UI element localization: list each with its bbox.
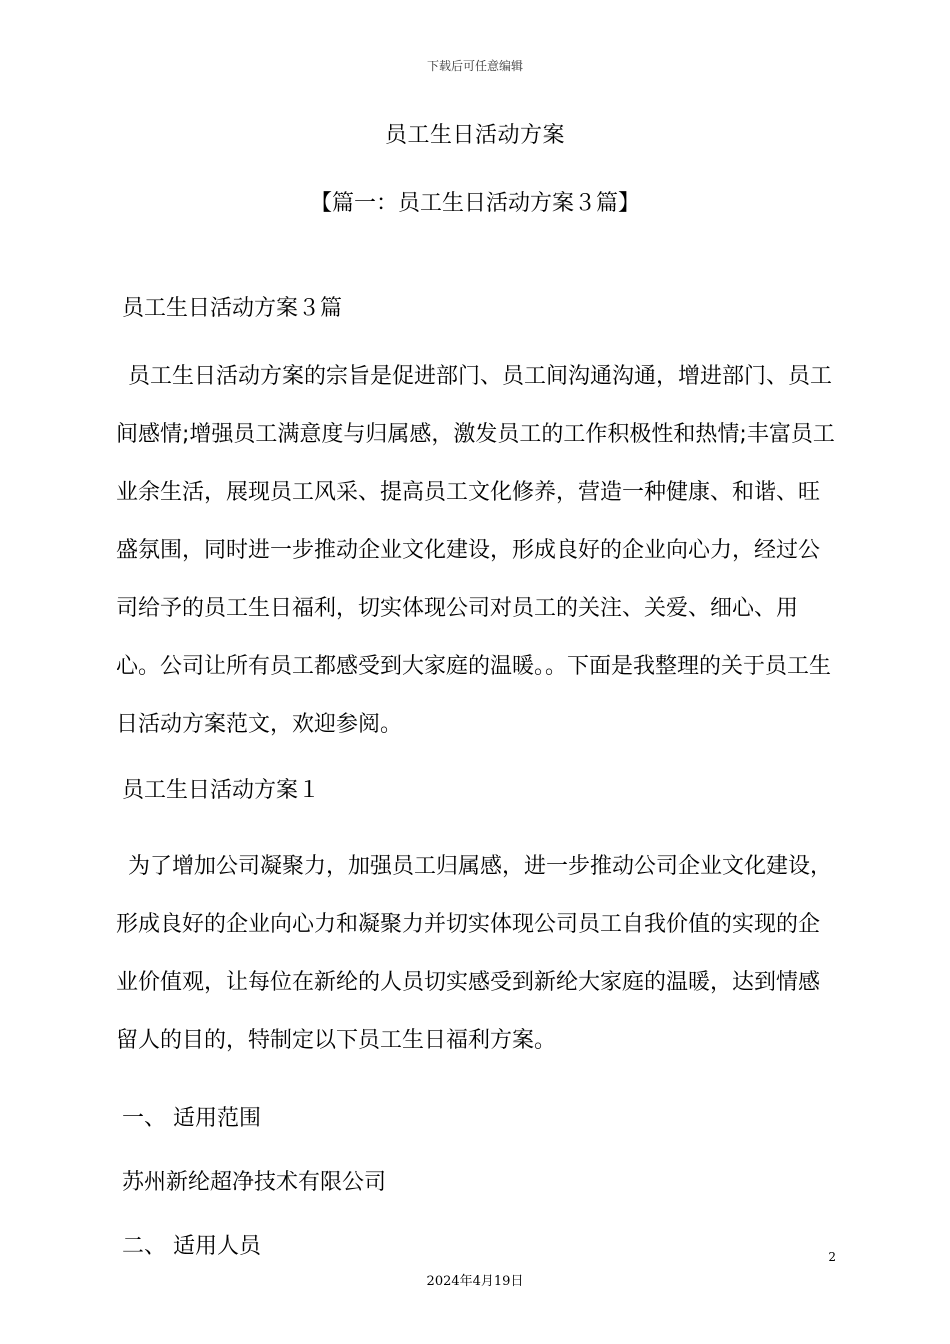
item1-heading: 一、 适用范围 bbox=[122, 1106, 261, 1131]
header-note: 下载后可任意编辑 bbox=[426, 59, 523, 73]
section-heading: 员工生日活动方案３篇 bbox=[122, 296, 343, 321]
plan-heading: 员工生日活动方案１ bbox=[122, 778, 321, 803]
intro-paragraph: 员工生日活动方案的宗旨是促进部门、员工间沟通沟通，增进部门、员工间感情;增强员工满意度与归属感，激发员工的工作积极性和热情;丰富员工业余生活，展现员工风采、提高员工文化修养，营造一种健康、和谐、旺盛氛围，同时进一步推动企业文化建设，形成良好的企业向心力，经过公司给予的员工生日福利，切实体现公司对员工的关注、关爱、细心、用心。公司让所有员工都感受到大家庭的温暖。。下面是我整理的关于员工生日活动方案范文，欢迎参阅。 bbox=[116, 364, 835, 737]
item1-content: 苏州新纶超净技术有限公司 bbox=[122, 1170, 387, 1195]
document-title: 员工生日活动方案 bbox=[384, 123, 565, 148]
item2-heading: 二、 适用人员 bbox=[122, 1234, 261, 1259]
document-body bbox=[116, 290, 838, 1266]
plan-paragraph: 为了增加公司凝聚力，加强员工归属感，进一步推动公司企业文化建设，形成良好的企业向心力和凝聚力并切实体现公司员工自我价值的实现的企业价值观，让每位在新纶的人员切实感受到新纶大家庭的温暖，达到情感留人的目的，特制定以下员工生日福利方案。 bbox=[116, 854, 833, 1053]
page-number: 2 bbox=[828, 1250, 836, 1264]
footer-date: 2024年4月19日 bbox=[426, 1274, 524, 1289]
document-subtitle: 【篇一：员工生日活动方案３篇】 bbox=[309, 191, 640, 216]
